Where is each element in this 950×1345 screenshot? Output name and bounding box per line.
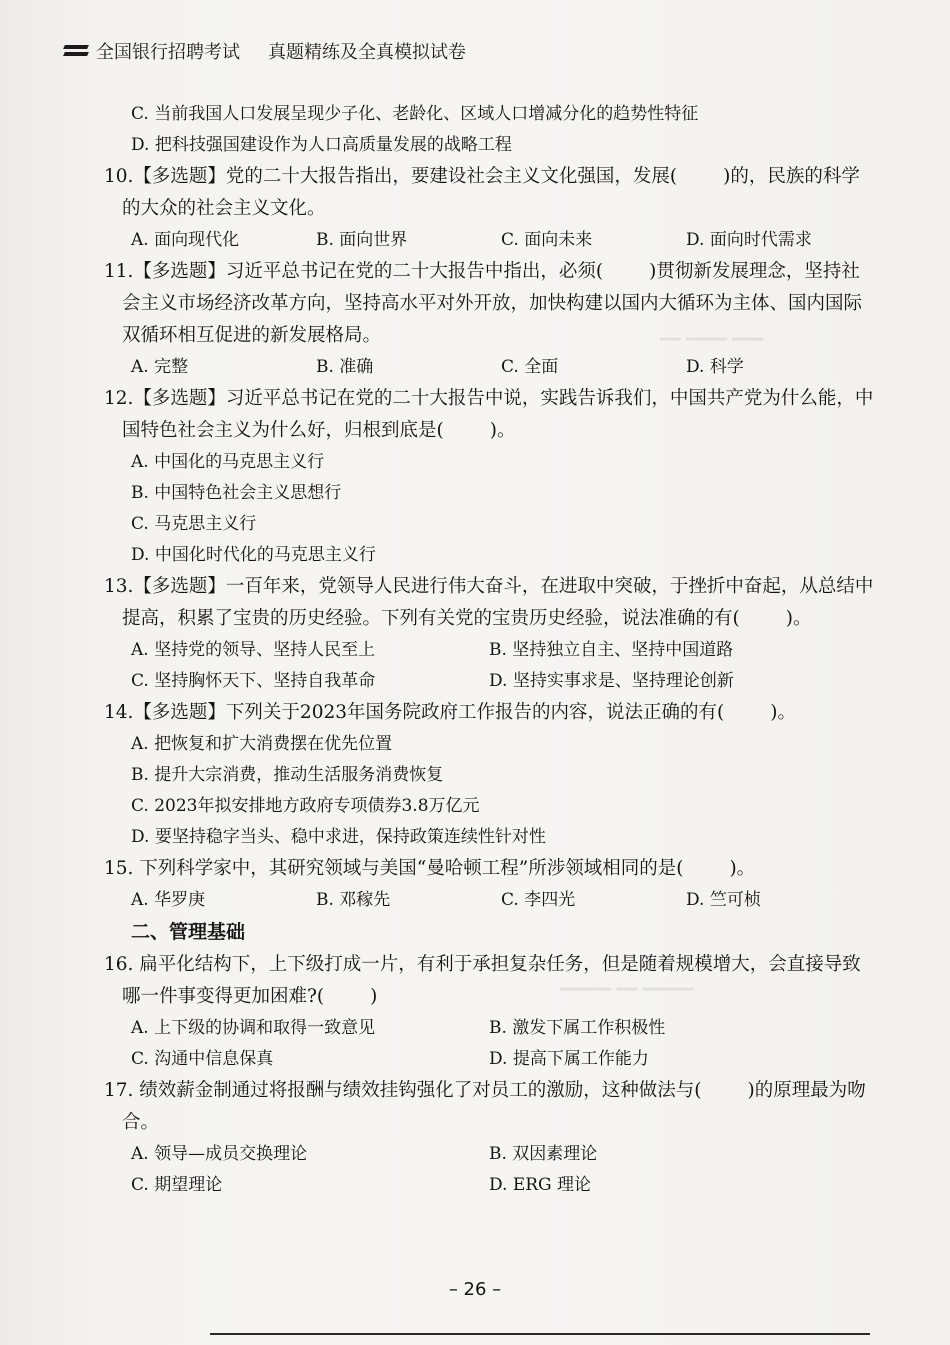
show-through-noise: ━━━━━ ━━ ━━━━━ (560, 980, 694, 1000)
option-c: C. 面向未来 (501, 230, 593, 250)
question-15-options (104, 885, 874, 916)
option-d: D. 竺可桢 (686, 890, 761, 910)
question-content (104, 99, 874, 1201)
option-c: C. 全面 (501, 357, 559, 377)
option-d: D. 提高下属工作能力 (489, 1049, 649, 1069)
option-a: A. 面向现代化 (131, 230, 240, 250)
option-d: D. 科学 (686, 357, 744, 377)
option-a: A. 上下级的协调和取得一致意见 (131, 1018, 376, 1038)
running-header (64, 38, 466, 64)
question-10-stem: 10.【多选题】党的二十大报告指出，要建设社会主义文化强国，发展( )的，民族的科学的大众的社会主义文化。 (104, 166, 860, 219)
prev-question-option-d: D. 把科技强国建设作为人口高质量发展的战略工程 (131, 135, 512, 155)
question-16-options-row1 (104, 1013, 874, 1044)
option-a: A. 完整 (131, 357, 189, 377)
question-17-options-row2 (104, 1170, 874, 1201)
question-16-stem: 16. 扁平化结构下，上下级打成一片，有利于承担复杂任务，但是随着规模增大，会直接导致哪一件事变得更加困难?( ) (104, 954, 861, 1007)
question-15-stem: 15. 下列科学家中，其研究领域与美国“曼哈顿工程”所涉领域相同的是( )。 (104, 858, 756, 879)
question-17-stem: 17. 绩效薪金制通过将报酬与绩效挂钩强化了对员工的激励，这种做法与( )的原理最为吻合。 (104, 1080, 866, 1133)
option-d: D. 要坚持稳字当头、稳中求进，保持政策连续性针对性 (131, 827, 546, 847)
question-17-options-row1 (104, 1139, 874, 1170)
header-series: 全国银行招聘考试 (96, 42, 240, 63)
option-c: C. 马克思主义行 (131, 514, 257, 534)
question-13-options-row2 (104, 666, 874, 697)
option-a: A. 坚持党的领导、坚持人民至上 (131, 640, 376, 660)
question-16-options-row2 (104, 1044, 874, 1075)
option-d: D. ERG 理论 (489, 1175, 592, 1195)
option-a: A. 华罗庚 (131, 890, 206, 910)
option-c: C. 沟通中信息保真 (131, 1049, 274, 1069)
header-title: 真题精练及全真模拟试卷 (268, 42, 466, 63)
option-b: B. 面向世界 (316, 230, 408, 250)
option-d: D. 面向时代需求 (686, 230, 812, 250)
option-c: C. 期望理论 (131, 1175, 223, 1195)
option-b: B. 坚持独立自主、坚持中国道路 (489, 640, 734, 660)
option-d: D. 中国化时代化的马克思主义行 (131, 545, 376, 565)
option-b: B. 提升大宗消费，推动生活服务消费恢复 (131, 765, 444, 785)
prev-question-option-c: C. 当前我国人口发展呈现少子化、老龄化、区域人口增减分化的趋势性特征 (131, 104, 699, 124)
question-11-options (104, 352, 874, 383)
page-number: – 26 – (448, 1279, 502, 1300)
option-b: B. 邓稼先 (316, 890, 391, 910)
publisher-logo-icon (64, 44, 88, 58)
question-12-stem: 12.【多选题】习近平总书记在党的二十大报告中说，实践告诉我们，中国共产党为什么能，中国特色社会主义为什么好，归根到底是( )。 (104, 388, 874, 441)
show-through-noise: ━━ ━━━━ ━━━ (660, 330, 763, 350)
question-14-stem: 14.【多选题】下列关于2023年国务院政府工作报告的内容，说法正确的有( )。 (104, 702, 796, 723)
question-11-stem: 11.【多选题】习近平总书记在党的二十大报告中指出，必须( )贯彻新发展理念，坚持社会主义市场经济改革方向，坚持高水平对外开放，加快构建以国内大循环为主体、国内国际双循环相互促进的新发展格局。 (104, 261, 863, 346)
question-13-options-row1 (104, 635, 874, 666)
option-c: C. 坚持胸怀天下、坚持自我革命 (131, 671, 376, 691)
option-b: B. 双因素理论 (489, 1144, 598, 1164)
option-c: C. 2023年拟安排地方政府专项债券3.8万亿元 (131, 796, 480, 816)
option-d: D. 坚持实事求是、坚持理论创新 (489, 671, 734, 691)
option-b: B. 准确 (316, 357, 374, 377)
option-a: A. 中国化的马克思主义行 (131, 452, 325, 472)
bottom-rule (210, 1333, 870, 1335)
section-title: 二、管理基础 (131, 921, 246, 943)
question-13-stem: 13.【多选题】一百年来，党领导人民进行伟大奋斗，在进取中突破，于挫折中奋起，从总结中提高，积累了宝贵的历史经验。下列有关党的宝贵历史经验，说法准确的有( )。 (104, 576, 874, 629)
question-10-options (104, 225, 874, 256)
option-b: B. 激发下属工作积极性 (489, 1018, 666, 1038)
option-a: A. 把恢复和扩大消费摆在优先位置 (131, 734, 393, 754)
option-c: C. 李四光 (501, 890, 576, 910)
option-b: B. 中国特色社会主义思想行 (131, 483, 342, 503)
option-a: A. 领导—成员交换理论 (131, 1144, 308, 1164)
